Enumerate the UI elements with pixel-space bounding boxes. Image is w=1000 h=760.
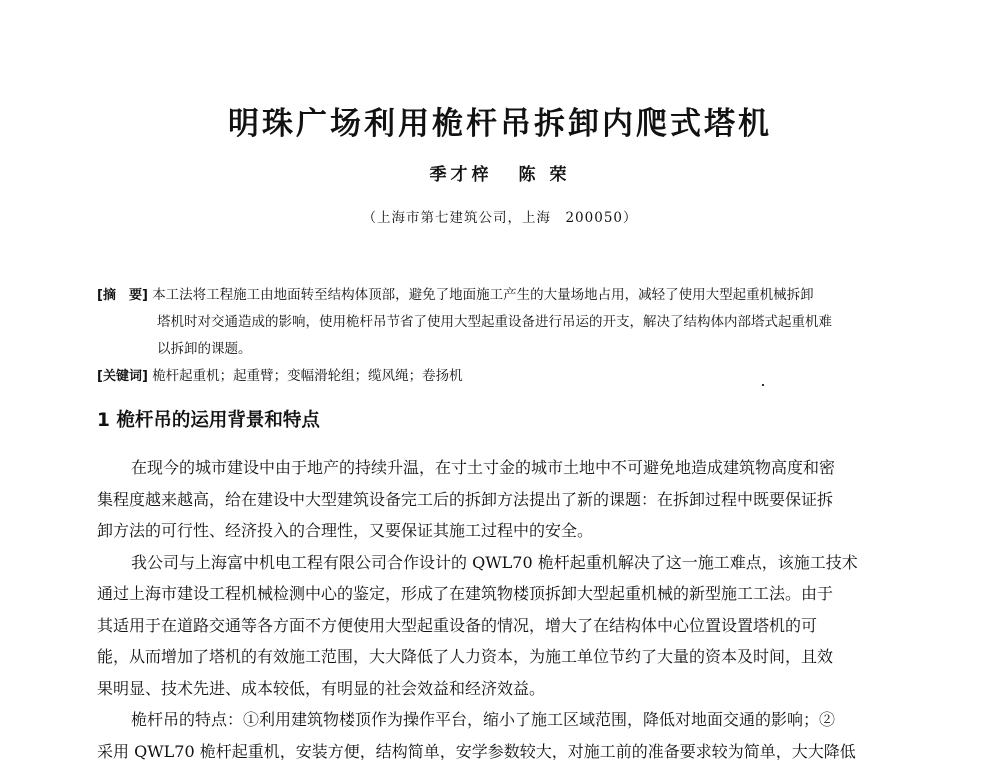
abstract-block (97, 282, 917, 363)
paragraph-line: 通过上海市建设工程机械检测中心的鉴定，形成了在建筑物楼顶拆卸大型起重机械的新型施工工法。由于 (97, 584, 834, 603)
abstract-line: 塔机时对交通造成的影响，使用桅杆吊节省了使用大型起重设备进行吊运的开支，解决了结构体内部塔式起重机难 (157, 314, 832, 330)
paragraph-line: 其适用于在道路交通等各方面不方便使用大型起重设备的情况，增大了在结构体中心位置设置塔机的可 (97, 615, 818, 635)
body-text (97, 452, 917, 760)
abstract-line: 以拆卸的课题。 (157, 341, 252, 357)
affiliation: （上海市第七建筑公司，上海 200050） (362, 210, 638, 226)
abstract-label: [摘 要] (97, 288, 148, 303)
section-heading: 1 桅杆吊的运用背景和特点 (97, 410, 320, 431)
author-name: 陈 荣 (518, 165, 571, 185)
author-line (0, 160, 1000, 185)
keywords-line (97, 364, 463, 384)
paragraph-line: 能，从而增加了塔机的有效施工范围，大大降低了人力资本，为施工单位节约了大量的资本及时间，且效 (97, 647, 834, 666)
abstract-line (97, 282, 917, 309)
abstract-text: 本工法将工程施工由地面转至结构体顶部，避免了地面施工产生的大量场地占用，减轻了使用大型起重机械拆卸 (152, 287, 814, 303)
paragraph-line: 卸方法的可行性、经济投入的合理性，又要保证其施工过程中的安全。 (97, 521, 594, 540)
keywords-label: [关键词] (97, 369, 148, 384)
paragraph-line: 桅杆吊的特点：①利用建筑物楼顶作为操作平台，缩小了施工区域范围，降低对地面交通的影响；② (131, 710, 836, 729)
paragraph-line: 采用 QWL70 桅杆起重机，安装方便，结构简单，安学参数较大，对施工前的准备要求较为简单，大大降低 (97, 741, 856, 760)
paragraph-line: 我公司与上海富中机电工程有限公司合作设计的 QWL70 桅杆起重机解决了这一施工难点，该施工技术 (131, 552, 858, 572)
paragraph-line: 果明显、技术先进、成本较低，有明显的社会效益和经济效益。 (97, 678, 546, 698)
speck-mark (762, 384, 764, 386)
keywords-text: 桅杆起重机；起重臂；变幅滑轮组；缆风绳；卷扬机 (152, 368, 463, 384)
author-name: 季才梓 (429, 165, 493, 185)
paragraph-line: 集程度越来越高，给在建设中大型建筑设备完工后的拆卸方法提出了新的课题：在拆卸过程中既要保证拆 (97, 489, 834, 509)
paper-title: 明珠广场利用桅杆吊拆卸内爬式塔机 (228, 106, 772, 142)
paragraph-line: 在现今的城市建设中由于地产的持续升温，在寸土寸金的城市土地中不可避免地造成建筑物高度和密 (131, 458, 836, 477)
